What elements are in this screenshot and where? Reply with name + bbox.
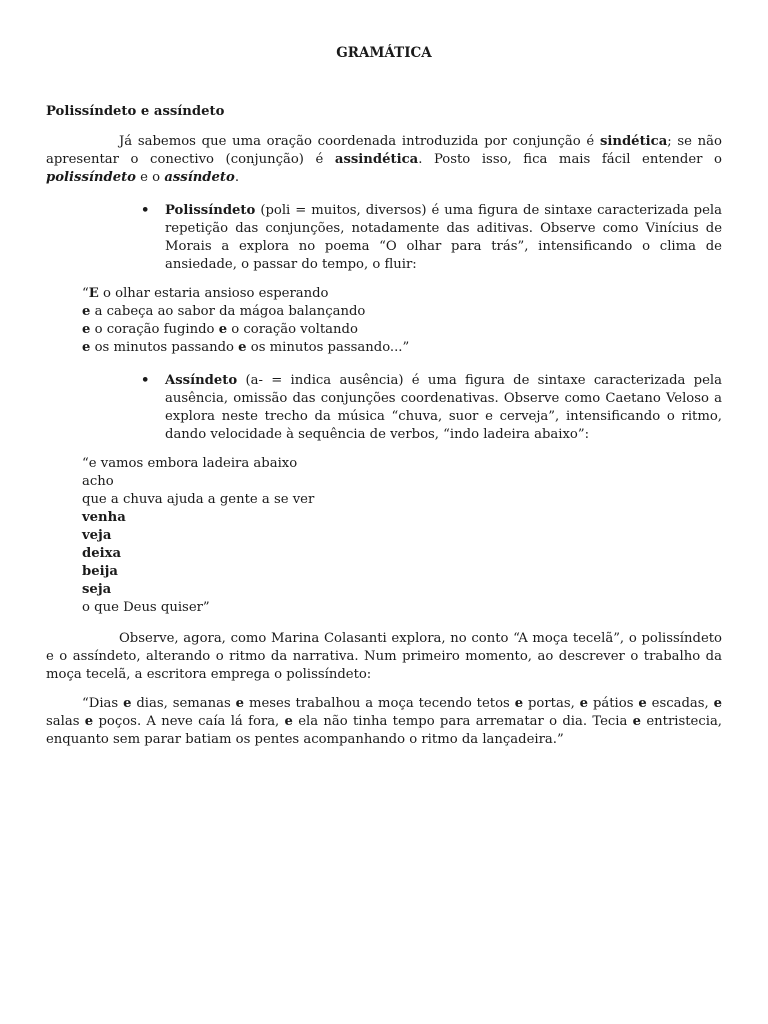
conjunction: e xyxy=(235,696,245,711)
poem-line-verb: seja xyxy=(82,582,112,597)
line-text: o olhar estaria ansioso esperando xyxy=(98,286,329,301)
term-polissindeto: polissíndeto xyxy=(46,170,136,185)
poem-line-verb: venha xyxy=(82,510,126,525)
bullet-term: Polissíndeto xyxy=(165,203,256,218)
quote-text: meses trabalhou a moça tecendo tetos xyxy=(244,696,515,711)
quote-mark: “ xyxy=(82,286,89,301)
line-text: a cabeça ao sabor da mágoa balançando xyxy=(90,304,366,319)
quote-text: salas xyxy=(46,714,85,729)
line-text: os minutos passando xyxy=(90,340,239,355)
term-assindetica: assindética xyxy=(334,152,419,167)
paragraph-marina: Observe, agora, como Marina Colasanti explora, no conto “A moça tecelã”, o polissíndeto e o assíndeto, alterando o ritmo da narrativa. Num primeiro momento, ao descrever o trabalho da moça tecelã, a escritora emprega o polissíndeto: xyxy=(46,631,722,682)
conjunction: e xyxy=(82,304,91,319)
bullet-marker: • xyxy=(141,203,150,218)
conjunction: e xyxy=(82,322,91,337)
term-sindetica: sindética xyxy=(599,134,668,149)
term-assindeto: assíndeto xyxy=(164,170,235,185)
conjunction: e xyxy=(638,696,647,711)
poem-line xyxy=(82,303,682,321)
quote-text: escadas, xyxy=(646,696,714,711)
intro-paragraph xyxy=(46,133,722,187)
section-heading: Polissíndeto e assíndeto xyxy=(46,104,225,119)
intro-text-3: . Posto isso, fica mais fácil entender o xyxy=(418,152,722,167)
page-title: GRAMÁTICA xyxy=(336,45,432,61)
bullet-text xyxy=(165,372,722,444)
bullet-term: Assíndeto xyxy=(165,373,238,388)
line-text: o coração voltando xyxy=(227,322,358,337)
conjunction: e xyxy=(713,696,723,711)
conjunction: e xyxy=(284,714,293,729)
conjunction: e xyxy=(238,340,247,355)
conjunction: e xyxy=(84,714,94,729)
conjunction: E xyxy=(88,286,99,301)
poem-line: que a chuva ajuda a gente a se ver xyxy=(82,492,315,507)
quote-text: dias, semanas xyxy=(131,696,236,711)
bullet-marker: • xyxy=(141,373,150,388)
intro-text-5: . xyxy=(234,170,240,185)
poem-line-verb: veja xyxy=(82,528,112,543)
intro-text-1: Já sabemos que uma oração coordenada introduzida por conjunção é xyxy=(119,134,600,149)
poem-line: o que Deus quiser” xyxy=(82,600,210,615)
bullet-description: (a- = indica ausência) é uma figura de sintaxe caracterizada pela ausência, omissão das conjunções coordenativas. Observe como Caetano Veloso a explora neste trecho da música “chuva, suor e cerveja”, intensificando o ritmo, dando velocidade à sequência de verbos, “indo ladeira abaixo”: xyxy=(165,373,722,442)
quote-text: “Dias xyxy=(82,696,124,711)
quote-moca-tecela xyxy=(46,695,722,749)
conjunction: e xyxy=(579,696,589,711)
quote-text: ela não tinha tempo para arrematar o dia. Tecia xyxy=(292,714,633,729)
intro-text-2: ; se não apresentar o conectivo (conjunção) é xyxy=(46,134,722,167)
poem-line: “e vamos embora ladeira abaixo xyxy=(82,456,298,471)
poem-caetano xyxy=(82,455,682,617)
quote-text: poços. A neve caía lá fora, xyxy=(93,714,285,729)
conjunction: e xyxy=(632,714,642,729)
poem-line-verb: beija xyxy=(82,564,118,579)
quote-text: pátios xyxy=(588,696,639,711)
poem-line xyxy=(82,321,682,339)
bullet-text xyxy=(165,202,722,274)
conjunction: e xyxy=(123,696,132,711)
line-text: os minutos passando...” xyxy=(246,340,410,355)
bullet-description: (poli = muitos, diversos) é uma figura de sintaxe caracterizada pela repetição das conjunções, notadamente das aditivas. Observe como Vinícius de Morais a explora no poema “O olhar para trás”, intensificando o clima de ansiedade, o passar do tempo, o fluir: xyxy=(165,203,722,272)
intro-text-4: e o xyxy=(135,170,165,185)
poem-line xyxy=(82,339,682,357)
poem-line-verb: deixa xyxy=(82,546,122,561)
poem-line xyxy=(82,285,682,303)
quote-text: entristecia, enquanto sem parar batiam os pentes acompanhando o ritmo da lançadeira.” xyxy=(46,714,723,747)
conjunction: e xyxy=(82,340,91,355)
conjunction: e xyxy=(514,696,524,711)
poem-line: acho xyxy=(82,474,114,489)
conjunction: e xyxy=(218,322,228,337)
quote-text: portas, xyxy=(523,696,580,711)
poem-vinicius xyxy=(82,285,682,357)
line-text: o coração fugindo xyxy=(90,322,219,337)
